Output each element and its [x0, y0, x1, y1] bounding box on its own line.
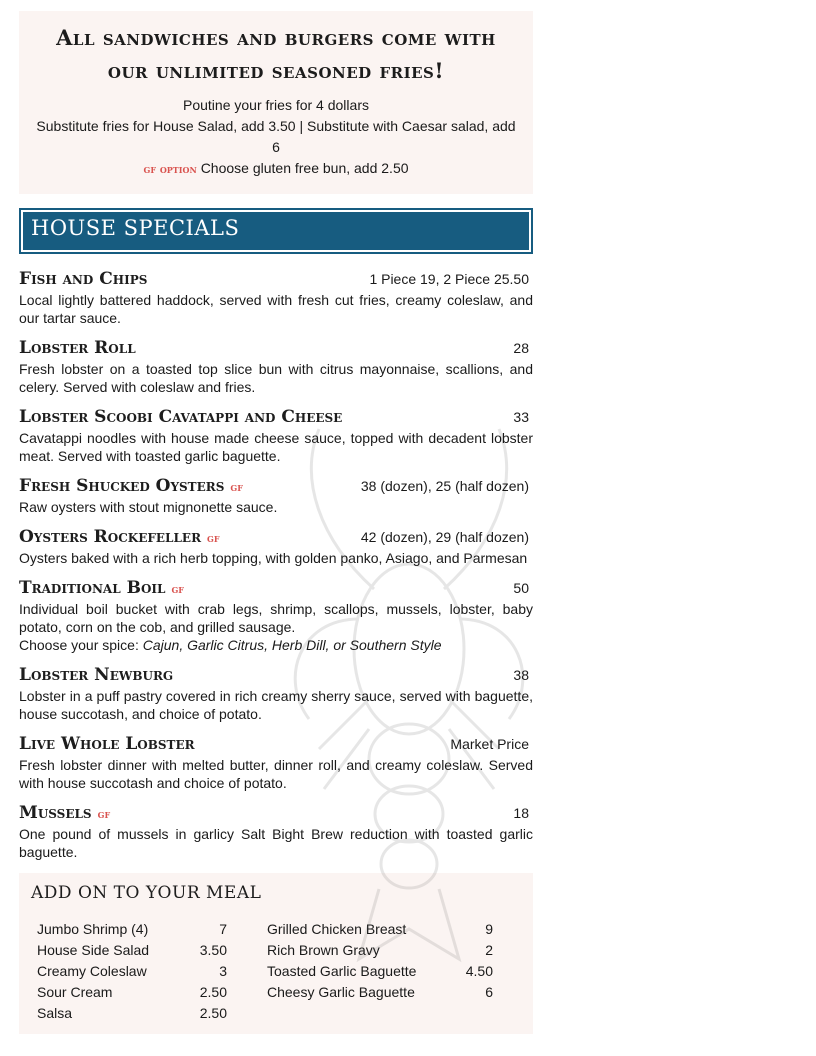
add-on-name: Grilled Chicken Breast: [267, 921, 407, 937]
section-title: HOUSE SPECIALS: [31, 216, 240, 240]
item-header: [19, 665, 533, 687]
item-price: 28: [513, 340, 529, 356]
item-title: [19, 527, 220, 547]
banner-title: [31, 21, 521, 87]
item-title: [19, 269, 147, 289]
item-price: 38 (dozen), 25 (half dozen): [360, 478, 529, 494]
add-on-name: Rich Brown Gravy: [267, 942, 380, 958]
spice-choice: [19, 636, 533, 654]
add-on-name: Salsa: [37, 1005, 73, 1021]
item-name: Fresh Shucked Oysters: [19, 476, 225, 496]
menu-item: [19, 734, 533, 792]
add-on-price: 4.50: [465, 963, 493, 979]
item-description-text: Individual boil bucket with crab legs, shrimp, scallops, mussels, lobster, baby potato, corn on the cob, and grilled sausage.: [19, 601, 533, 635]
add-on-row: [267, 919, 493, 940]
item-title: [19, 734, 195, 754]
item-description: Local lightly battered haddock, served with fresh cut fries, creamy coleslaw, and our tartar sauce.: [19, 292, 533, 326]
banner-line-3-text: Choose gluten free bun, add 2.50: [200, 160, 409, 176]
item-price: 38: [513, 667, 529, 683]
add-on-title: ADD ON TO YOUR MEAL: [31, 883, 262, 903]
house-specials-list: [19, 269, 533, 861]
add-on-price: 2: [485, 942, 493, 958]
menu-item: [19, 338, 533, 396]
item-name: Lobster Roll: [19, 338, 136, 358]
item-title: [19, 338, 136, 358]
add-on-row: [37, 982, 227, 1003]
item-price: Market Price: [450, 736, 529, 752]
add-on-row: [267, 982, 493, 1003]
menu-item: [19, 665, 533, 723]
item-description: Cavatappi noodles with house made cheese sauce, topped with decadent lobster meat. Served with toasted garlic baguette.: [19, 430, 533, 464]
item-header: [19, 269, 533, 291]
section-header-house-specials: [19, 208, 533, 254]
item-header: [19, 803, 533, 825]
add-on-name: Toasted Garlic Baguette: [267, 963, 417, 979]
item-description: [19, 600, 533, 654]
spice-label: Choose your spice:: [19, 637, 143, 653]
item-name: Mussels: [19, 803, 92, 823]
banner-line-1: Poutine your fries for 4 dollars: [183, 97, 369, 113]
add-on-price: 9: [485, 921, 493, 937]
menu-item: [19, 527, 533, 567]
item-name: Lobster Newburg: [19, 665, 174, 685]
add-on-grid: [19, 919, 533, 1024]
add-on-row: [37, 961, 227, 982]
add-on-row: [267, 961, 493, 982]
menu-page: [19, 11, 533, 1034]
gf-tag: gf: [97, 808, 111, 821]
item-name: Lobster Scoobi Cavatappi and Cheese: [19, 407, 343, 427]
item-header: [19, 338, 533, 360]
add-on-price: 2.50: [199, 984, 227, 1000]
item-description: Fresh lobster on a toasted top slice bun with citrus mayonnaise, scallions, and celery. Served with coleslaw and fries.: [19, 361, 533, 395]
banner-line-3: [31, 158, 521, 180]
add-on-panel: [19, 873, 533, 1034]
add-on-price: 3: [219, 963, 227, 979]
item-description: Oysters baked with a rich herb topping, with golden panko, Asiago, and Parmesan: [19, 550, 528, 566]
menu-item: [19, 476, 533, 516]
item-description: One pound of mussels in garlicy Salt Bight Brew reduction with toasted garlic baguette.: [19, 826, 533, 860]
add-on-row: [37, 1003, 227, 1024]
item-price: 50: [513, 580, 529, 596]
gf-tag: gf: [230, 481, 243, 494]
banner-title-line2: our unlimited seasoned fries!: [107, 58, 445, 83]
menu-item: [19, 269, 533, 327]
add-on-row: [37, 940, 227, 961]
menu-item: [19, 803, 533, 861]
item-name: Traditional Boil: [19, 578, 166, 598]
add-on-row: [267, 940, 493, 961]
banner-title-line1: All sandwiches and burgers come with: [56, 25, 496, 50]
item-title: [19, 407, 342, 427]
item-header: [19, 407, 533, 429]
add-on-name: Creamy Coleslaw: [37, 963, 147, 979]
add-on-price: 7: [219, 921, 227, 937]
fries-banner: [19, 11, 533, 194]
add-on-name: House Side Salad: [37, 942, 150, 958]
item-name: Oysters Rockefeller: [19, 527, 202, 547]
item-price: 42 (dozen), 29 (half dozen): [360, 529, 529, 545]
add-on-name: Cheesy Garlic Baguette: [267, 984, 415, 1000]
item-header: [19, 527, 533, 549]
menu-item: [19, 578, 533, 654]
gf-option-label: gf option: [143, 163, 197, 176]
spice-options: Cajun, Garlic Citrus, Herb Dill, or Southern Style: [142, 637, 442, 653]
gf-tag: gf: [171, 583, 184, 596]
item-price: 18: [513, 805, 529, 821]
item-title: [19, 578, 184, 598]
add-on-column-right: [267, 919, 493, 1024]
item-title: [19, 803, 110, 823]
add-on-name: Sour Cream: [37, 984, 113, 1000]
add-on-row: [37, 919, 227, 940]
item-title: [19, 476, 243, 496]
item-name: Fish and Chips: [19, 269, 148, 289]
item-title: [19, 665, 173, 685]
add-on-price: 2.50: [199, 1005, 227, 1021]
item-description: Raw oysters with stout mignonette sauce.: [19, 499, 278, 515]
item-price: 33: [513, 409, 529, 425]
item-description: Fresh lobster dinner with melted butter, dinner roll, and creamy coleslaw. Served with house succotash and choice of potato.: [19, 757, 533, 791]
add-on-column-left: [37, 919, 227, 1024]
item-name: Live Whole Lobster: [19, 734, 195, 754]
add-on-price: 3.50: [199, 942, 227, 958]
add-on-price: 6: [485, 984, 493, 1000]
gf-tag: gf: [207, 532, 220, 545]
item-header: [19, 578, 533, 600]
item-header: [19, 734, 533, 756]
item-description: Lobster in a puff pastry covered in rich creamy sherry sauce, served with baguette, house succotash, and choice of potato.: [19, 688, 533, 722]
menu-item: [19, 407, 533, 465]
item-header: [19, 476, 533, 498]
banner-line-2: Substitute fries for House Salad, add 3.50 | Substitute with Caesar salad, add 6: [36, 118, 516, 155]
banner-details: [31, 95, 521, 180]
item-price: 1 Piece 19, 2 Piece 25.50: [369, 271, 529, 287]
add-on-name: Jumbo Shrimp (4): [37, 921, 149, 937]
